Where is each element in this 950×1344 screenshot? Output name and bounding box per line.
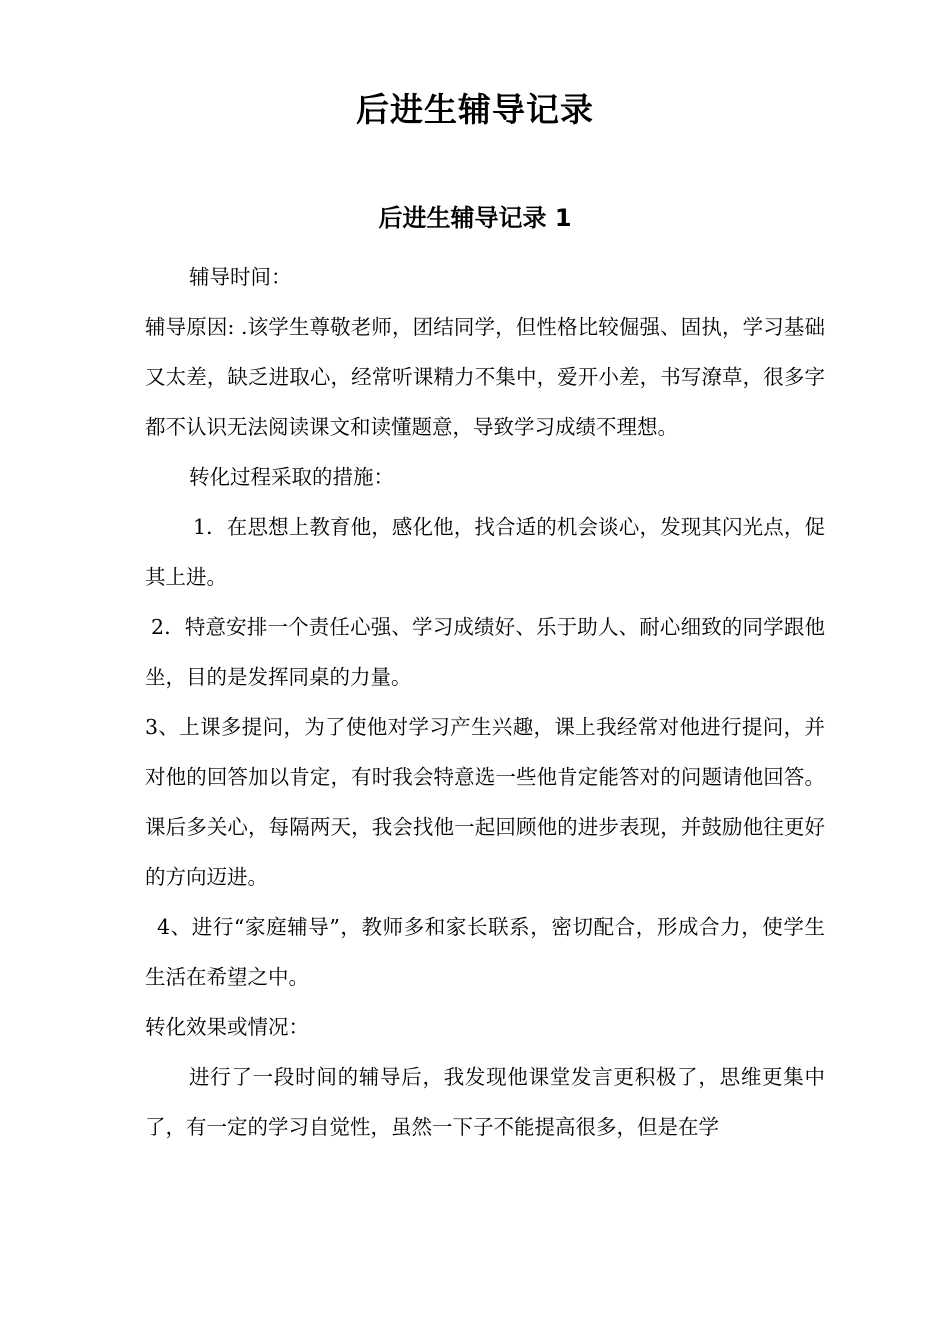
measure-item-3: 3、上课多提问，为了使他对学习产生兴趣，课上我经常对他进行提问，并对他的回答加以肯定，有时我会特意选一些他肯定能答对的问题请他回答。课后多关心，每隔两天，我会找他一起回顾他的进步表现，并鼓励他往更好的方向迈进。 [145,715,825,889]
record-subtitle: 后进生辅导记录 1 [378,204,572,232]
measure-item-4: 4、进行“家庭辅导”，教师多和家长联系，密切配合，形成合力，使学生生活在希望之中。 [145,915,825,989]
document-body [145,252,825,1152]
tutoring-time: 辅导时间： [189,265,292,289]
tutoring-reason: 辅导原因: .该学生尊敬老师，团结同学，但性格比较倔强、固执，学习基础又太差，缺乏进取心，经常听课精力不集中，爱开小差，书写潦草，很多字都不认识无法阅读课文和读懂题意，导致学习成绩不理想。 [145,315,825,439]
effect-heading: 转化效果或情况： [145,1015,309,1039]
effect-paragraph: 进行了一段时间的辅导后，我发现他课堂发言更积极了，思维更集中了，有一定的学习自觉性，虽然一下子不能提高很多，但是在学 [145,1065,825,1139]
measure-item-1: 1．在思想上教育他，感化他，找合适的机会谈心，发现其闪光点，促其上进。 [145,515,825,589]
measure-item-2: 2．特意安排一个责任心强、学习成绩好、乐于助人、耐心细致的同学跟他坐，目的是发挥同桌的力量。 [145,615,825,689]
measures-heading: 转化过程采取的措施： [189,465,394,489]
document-title: 后进生辅导记录 [356,90,594,129]
